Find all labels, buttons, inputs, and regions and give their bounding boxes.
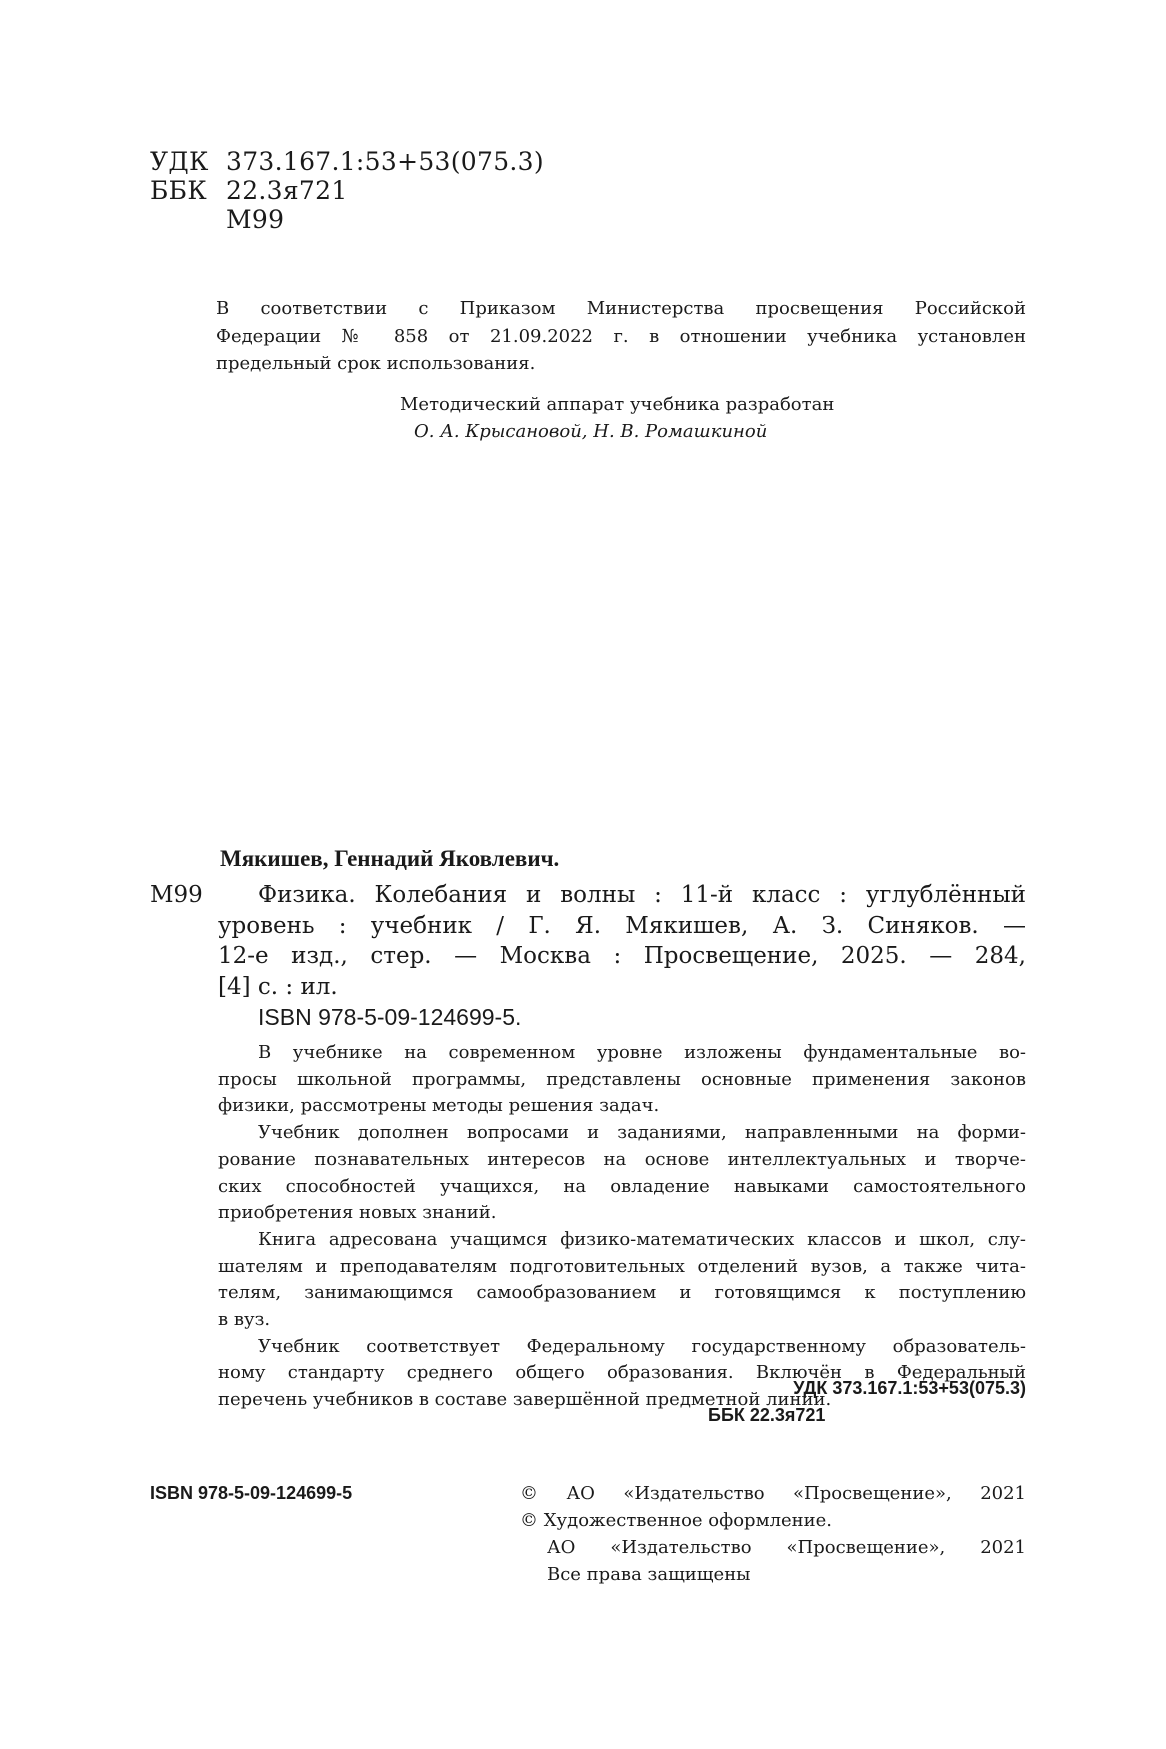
bbk-line	[150, 177, 348, 205]
copyright-line: Все права защищены	[547, 1564, 751, 1585]
annotation-line: В учебнике на современном уровне изложены фундаментальные во-	[258, 1042, 1026, 1063]
copyright-line: © Художественное оформление.	[520, 1510, 833, 1531]
notice-line: предельный срок использования.	[216, 353, 536, 374]
annotation-line: перечень учебников в составе завершённой предметной линии.	[218, 1389, 832, 1411]
annotation-line: ному стандарту среднего общего образования. Включён в Федеральный	[218, 1362, 1026, 1384]
author-heading: Мякишев, Геннадий Яковлевич.	[220, 846, 560, 871]
copyright-line: АО «Издательство «Просвещение», 2021	[547, 1537, 1026, 1558]
annotation-line: физики, рассмотрены методы решения задач.	[218, 1095, 660, 1117]
record-line: 12-е изд., стер. — Москва : Просвещение, 2025. — 284,	[218, 943, 1026, 969]
annotation-line: приобретения новых знаний.	[218, 1202, 497, 1224]
annotation-line: рование познавательных интересов на основе интеллектуальных и творче-	[218, 1148, 1026, 1170]
author-code: М99	[226, 205, 285, 234]
annotation-line: Учебник дополнен вопросами и заданиями, направленными на форми-	[258, 1122, 1026, 1144]
record-line: [4] с. : ил.	[218, 973, 338, 1000]
record-line: Физика. Колебания и волны : 11-й класс : углублённый	[258, 882, 1026, 908]
annotation-line: Учебник соответствует Федеральному государственному образователь-	[258, 1335, 1026, 1357]
record-code: М99	[150, 882, 203, 908]
classification-bottom	[686, 1375, 1026, 1428]
copyright-line: © АО «Издательство «Просвещение», 2021	[520, 1483, 1026, 1504]
methodology-authors: О. А. Крысановой, Н. В. Ромашкиной	[414, 421, 768, 442]
annotation-line: просы школьной программы, представлены основные применения законов	[218, 1068, 1026, 1090]
copyright-block	[520, 1480, 1026, 1588]
bibliographic-record	[218, 880, 1026, 1002]
usage-notice	[216, 295, 1026, 378]
udk-value: 373.167.1:53+53(075.3)	[226, 147, 544, 176]
annotation-line: в вуз.	[218, 1309, 271, 1331]
udk-bottom: УДК 373.167.1:53+53(075.3)	[793, 1378, 1026, 1398]
footer-isbn: ISBN 978-5-09-124699-5	[150, 1483, 353, 1503]
notice-line: Федерации № 858 от 21.09.2022 г. в отношении учебника установлен	[216, 325, 1026, 347]
bbk-value: 22.3я721	[226, 176, 348, 205]
annotation-line: шателям и преподавателям подготовительных отделений вузов, а также чита-	[218, 1255, 1026, 1277]
udk-label: УДК	[150, 147, 209, 176]
notice-line: В соответствии с Приказом Министерства просвещения Российской	[216, 298, 1026, 319]
annotation-line: телям, занимающимся самообразованием и готовящимся к поступлению	[218, 1282, 1026, 1304]
methodology-text: Методический аппарат учебника разработан	[400, 394, 835, 415]
udk-line	[150, 148, 544, 176]
record-isbn: ISBN 978-5-09-124699-5.	[258, 1004, 522, 1030]
annotation-line: ских способностей учащихся, на овладение навыками самостоятельного	[218, 1175, 1026, 1197]
bbk-label: ББК	[150, 176, 207, 205]
annotation-line: Книга адресована учащимся физико-математических классов и школ, слу-	[258, 1228, 1026, 1250]
bbk-bottom: ББК 22.3я721	[708, 1404, 826, 1425]
record-line: уровень : учебник / Г. Я. Мякишев, А. З. Синяков. —	[218, 912, 1026, 939]
annotation	[218, 1040, 1026, 1414]
